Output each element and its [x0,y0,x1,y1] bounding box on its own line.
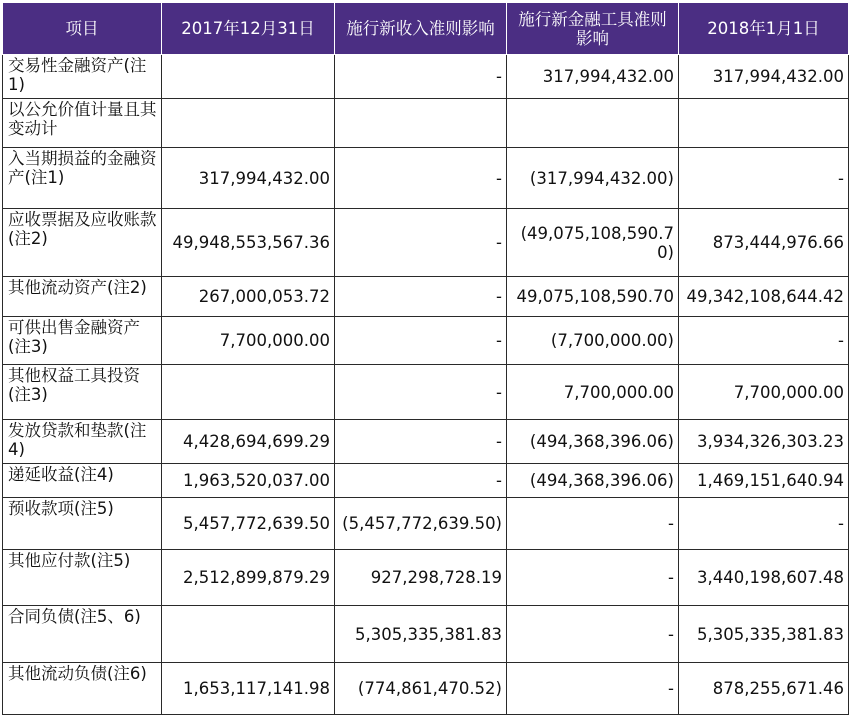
cell-revenue-impact: - [335,277,507,317]
cell-fin-impact: - [507,663,679,715]
cell-revenue-impact: - [335,148,507,209]
table-row [3,663,849,715]
cell-fin-impact: (49,075,108,590.70) [507,209,679,277]
table-row [3,420,849,464]
header-2017: 2017年12月31日 [162,3,335,55]
row-label: 其他流动资产(注2) [3,277,162,317]
table-row [3,365,849,420]
cell-2018: 873,444,976.66 [679,209,849,277]
cell-2018: 317,994,432.00 [679,55,849,99]
row-label: 递延收益(注4) [3,464,162,498]
cell-fin-impact: - [507,606,679,663]
cell-fin-impact: - [507,498,679,550]
cell-2017: 317,994,432.00 [162,148,335,209]
cell-revenue-impact: - [335,209,507,277]
cell-revenue-impact: - [335,420,507,464]
cell-fin-impact: 49,075,108,590.70 [507,277,679,317]
cell-revenue-impact: 927,298,728.19 [335,550,507,606]
table-row [3,55,849,99]
table-row [3,464,849,498]
cell-2018: - [679,317,849,365]
financial-table [2,2,849,715]
cell-revenue-impact: - [335,55,507,99]
table-row [3,99,849,148]
cell-revenue-impact: - [335,365,507,420]
table-body [3,55,849,715]
cell-revenue-impact: (5,457,772,639.50) [335,498,507,550]
cell-2017 [162,99,335,148]
cell-fin-impact: (7,700,000.00) [507,317,679,365]
cell-2018: 1,469,151,640.94 [679,464,849,498]
table-row [3,498,849,550]
table-row [3,317,849,365]
cell-fin-impact: 7,700,000.00 [507,365,679,420]
table-row [3,606,849,663]
cell-2018 [679,99,849,148]
row-label: 入当期损益的金融资产(注1) [3,148,162,209]
cell-fin-impact: (317,994,432.00) [507,148,679,209]
cell-fin-impact: (494,368,396.06) [507,420,679,464]
row-label: 发放贷款和垫款(注4) [3,420,162,464]
cell-2017: 1,963,520,037.00 [162,464,335,498]
cell-2017: 5,457,772,639.50 [162,498,335,550]
cell-fin-impact: 317,994,432.00 [507,55,679,99]
table-row [3,550,849,606]
row-label: 合同负债(注5、6) [3,606,162,663]
cell-2017 [162,606,335,663]
cell-revenue-impact: (774,861,470.52) [335,663,507,715]
cell-2017: 49,948,553,567.36 [162,209,335,277]
cell-2017: 7,700,000.00 [162,317,335,365]
row-label: 其他应付款(注5) [3,550,162,606]
cell-revenue-impact: - [335,317,507,365]
table-row [3,277,849,317]
cell-2018: 7,700,000.00 [679,365,849,420]
cell-2017: 4,428,694,699.29 [162,420,335,464]
header-revenue-impact: 施行新收入准则影响 [335,3,507,55]
cell-2017 [162,55,335,99]
cell-revenue-impact: - [335,464,507,498]
cell-2018: 5,305,335,381.83 [679,606,849,663]
cell-revenue-impact [335,99,507,148]
header-fin-instrument-impact: 施行新金融工具准则影响 [507,3,679,55]
cell-fin-impact: (494,368,396.06) [507,464,679,498]
header-item: 项目 [3,3,162,55]
cell-2018: 49,342,108,644.42 [679,277,849,317]
cell-2017 [162,365,335,420]
cell-2018: 3,934,326,303.23 [679,420,849,464]
row-label: 应收票据及应收账款(注2) [3,209,162,277]
row-label: 其他流动负债(注6) [3,663,162,715]
cell-2017: 267,000,053.72 [162,277,335,317]
cell-revenue-impact: 5,305,335,381.83 [335,606,507,663]
row-label: 以公允价值计量且其变动计 [3,99,162,148]
row-label: 交易性金融资产(注1) [3,55,162,99]
cell-2017: 2,512,899,879.29 [162,550,335,606]
row-label: 其他权益工具投资(注3) [3,365,162,420]
cell-2017: 1,653,117,141.98 [162,663,335,715]
row-label: 预收款项(注5) [3,498,162,550]
header-2018: 2018年1月1日 [679,3,849,55]
header-row [3,3,849,55]
table-header [3,3,849,55]
cell-fin-impact: - [507,550,679,606]
cell-2018: 878,255,671.46 [679,663,849,715]
table-row [3,148,849,209]
cell-2018: 3,440,198,607.48 [679,550,849,606]
cell-2018: - [679,148,849,209]
row-label: 可供出售金融资产(注3) [3,317,162,365]
cell-2018: - [679,498,849,550]
cell-fin-impact [507,99,679,148]
table-row [3,209,849,277]
